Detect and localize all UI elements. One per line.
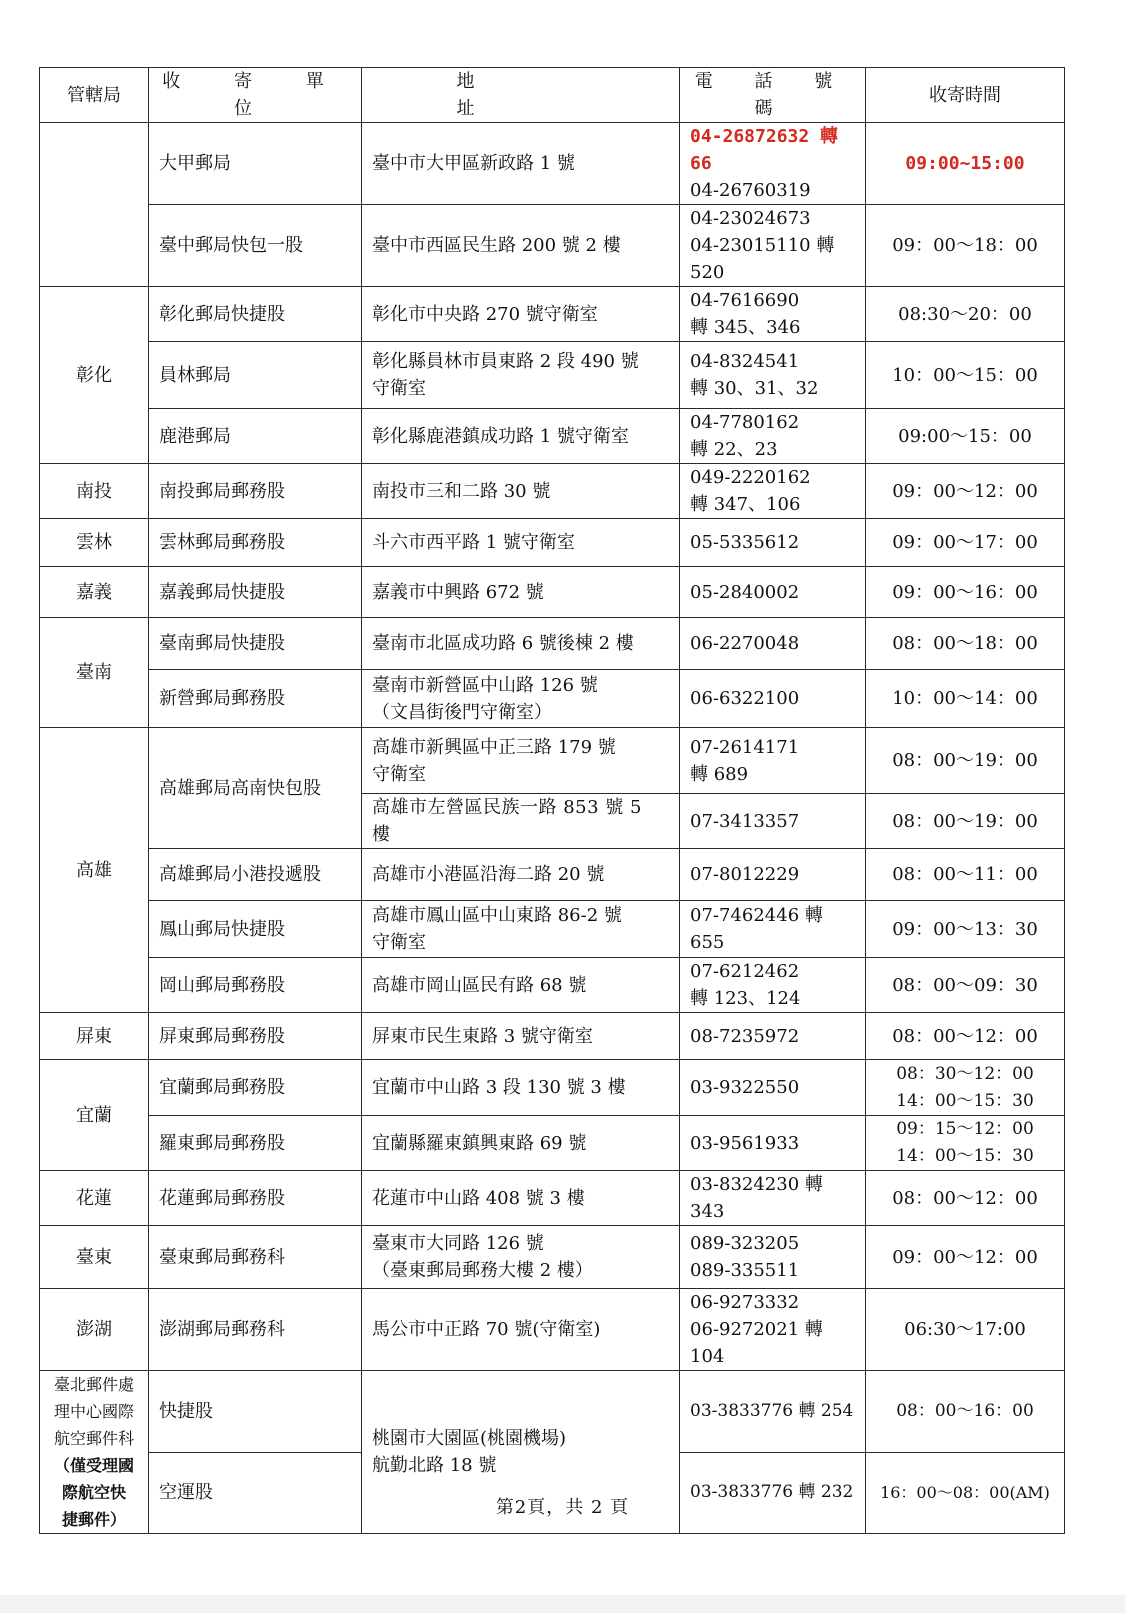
region-cell: 高雄 xyxy=(40,728,149,1013)
table-row xyxy=(40,409,1065,464)
phone-cell: 06-6322100 xyxy=(680,670,866,728)
unit-cell: 高雄郵局高南快包股 xyxy=(149,728,362,849)
phone-cell: 07-2614171 轉 689 xyxy=(680,728,866,794)
page-footer: 第2頁，共 2 頁 xyxy=(495,1497,630,1518)
header-phone: 電 話 號 碼 xyxy=(680,68,866,123)
address-cell: 斗六市西平路 1 號守衛室 xyxy=(362,519,680,567)
region-cell: 彰化 xyxy=(40,287,149,464)
phone-cell: 07-6212462 轉 123、124 xyxy=(680,958,866,1013)
table-row xyxy=(40,1060,1065,1116)
address-cell: 臺中市西區民生路 200 號 2 樓 xyxy=(362,205,680,287)
header-hours: 收寄時間 xyxy=(866,68,1065,123)
table-row xyxy=(40,1226,1065,1289)
table-row xyxy=(40,123,1065,205)
hours-cell: 06:30～17:00 xyxy=(866,1289,1065,1371)
unit-cell: 雲林郵局郵務股 xyxy=(149,519,362,567)
hours-cell: 16：00～08：00(AM) xyxy=(866,1452,1065,1534)
header-bureau: 管轄局 xyxy=(40,68,149,123)
unit-cell: 花蓮郵局郵務股 xyxy=(149,1171,362,1226)
phone-cell: 04-26872632 轉 66 04-26760319 xyxy=(680,123,866,205)
table-row xyxy=(40,464,1065,519)
table-row xyxy=(40,1289,1065,1371)
unit-cell: 宜蘭郵局郵務股 xyxy=(149,1060,362,1116)
table-row xyxy=(40,618,1065,670)
address-cell: 南投市三和二路 30 號 xyxy=(362,464,680,519)
table-row xyxy=(40,1371,1065,1453)
hours-cell: 09：00～13：30 xyxy=(866,901,1065,958)
hours-cell: 09：00～18：00 xyxy=(866,205,1065,287)
phone-highlight: 04-26872632 轉 66 xyxy=(690,126,839,174)
table-row xyxy=(40,728,1065,794)
phone-cell: 03-3833776 轉 232 xyxy=(680,1452,866,1534)
unit-cell: 鹿港郵局 xyxy=(149,409,362,464)
hours-cell: 08：00～12：00 xyxy=(866,1171,1065,1226)
table-row xyxy=(40,1116,1065,1171)
unit-cell: 岡山郵局郵務股 xyxy=(149,958,362,1013)
hours-cell: 08：00～12：00 xyxy=(866,1013,1065,1060)
intl-note: （僅受理國 xyxy=(53,1456,134,1475)
table-row xyxy=(40,519,1065,567)
table-row xyxy=(40,901,1065,958)
phone-cell: 049-2220162 轉 347、106 xyxy=(680,464,866,519)
phone-cell: 04-23024673 04-23015110 轉 520 xyxy=(680,205,866,287)
unit-cell: 羅東郵局郵務股 xyxy=(149,1116,362,1171)
hours-cell: 09：00～12：00 xyxy=(866,1226,1065,1289)
header-unit: 收 寄 單 位 xyxy=(149,68,362,123)
phone-cell: 08-7235972 xyxy=(680,1013,866,1060)
address-cell: 高雄市岡山區民有路 68 號 xyxy=(362,958,680,1013)
unit-cell: 鳳山郵局快捷股 xyxy=(149,901,362,958)
table-row xyxy=(40,287,1065,342)
unit-cell: 臺東郵局郵務科 xyxy=(149,1226,362,1289)
address-cell: 彰化縣鹿港鎮成功路 1 號守衛室 xyxy=(362,409,680,464)
unit-cell: 快捷股 xyxy=(149,1371,362,1453)
region-cell: 南投 xyxy=(40,464,149,519)
unit-cell: 新營郵局郵務股 xyxy=(149,670,362,728)
unit-cell: 臺中郵局快包一股 xyxy=(149,205,362,287)
hours-cell: 09:00～15：00 xyxy=(866,409,1065,464)
phone-cell: 05-2840002 xyxy=(680,567,866,618)
hours-cell: 09:00~15:00 xyxy=(866,123,1065,205)
table-row xyxy=(40,1171,1065,1226)
phone-cell: 04-7616690 轉 345、346 xyxy=(680,287,866,342)
hours-cell: 10：00～14：00 xyxy=(866,670,1065,728)
region-cell: 宜蘭 xyxy=(40,1060,149,1171)
address-cell: 臺東市大同路 126 號 （臺東郵局郵務大樓 2 樓） xyxy=(362,1226,680,1289)
unit-cell: 空運股 xyxy=(149,1452,362,1534)
address-cell: 彰化市中央路 270 號守衛室 xyxy=(362,287,680,342)
hours-cell: 08：30～12：00 14：00～15：30 xyxy=(866,1060,1065,1116)
region-cell: 屏東 xyxy=(40,1013,149,1060)
phone-cell: 04-7780162 轉 22、23 xyxy=(680,409,866,464)
phone-cell: 03-9322550 xyxy=(680,1060,866,1116)
address-cell: 臺南市新營區中山路 126 號 （文昌街後門守衛室） xyxy=(362,670,680,728)
hours-cell: 09：15～12：00 14：00～15：30 xyxy=(866,1116,1065,1171)
hours-cell: 08：00～19：00 xyxy=(866,794,1065,849)
hours-cell: 09：00～12：00 xyxy=(866,464,1065,519)
address-cell: 嘉義市中興路 672 號 xyxy=(362,567,680,618)
unit-cell: 員林郵局 xyxy=(149,342,362,409)
region-cell: 嘉義 xyxy=(40,567,149,618)
region-cell: 花蓮 xyxy=(40,1171,149,1226)
phone-cell: 06-2270048 xyxy=(680,618,866,670)
table-row xyxy=(40,670,1065,728)
unit-cell: 澎湖郵局郵務科 xyxy=(149,1289,362,1371)
address-cell: 桃園市大園區(桃園機場) 航勤北路 18 號 xyxy=(362,1371,680,1534)
phone-cell: 03-8324230 轉 343 xyxy=(680,1171,866,1226)
region-cell-blank xyxy=(40,123,149,287)
region-cell: 臺東 xyxy=(40,1226,149,1289)
address-cell: 彰化縣員林市員東路 2 段 490 號 守衛室 xyxy=(362,342,680,409)
header-row xyxy=(40,68,1065,123)
phone-cell: 07-7462446 轉 655 xyxy=(680,901,866,958)
hours-cell: 08：00～09：30 xyxy=(866,958,1065,1013)
bottom-strip xyxy=(0,1595,1125,1613)
hours-cell: 08：00～16：00 xyxy=(866,1371,1065,1453)
table-row xyxy=(40,205,1065,287)
region-cell: 澎湖 xyxy=(40,1289,149,1371)
unit-cell: 彰化郵局快捷股 xyxy=(149,287,362,342)
phone-cell: 07-8012229 xyxy=(680,849,866,901)
hours-cell: 09：00～16：00 xyxy=(866,567,1065,618)
phone-cell: 07-3413357 xyxy=(680,794,866,849)
address-cell: 高雄市鳳山區中山東路 86-2 號 守衛室 xyxy=(362,901,680,958)
address-cell: 馬公市中正路 70 號(守衛室) xyxy=(362,1289,680,1371)
hours-cell: 08：00～19：00 xyxy=(866,728,1065,794)
region-cell: 雲林 xyxy=(40,519,149,567)
address-cell: 高雄市小港區沿海二路 20 號 xyxy=(362,849,680,901)
unit-cell: 臺南郵局快捷股 xyxy=(149,618,362,670)
phone-cell: 04-8324541 轉 30、31、32 xyxy=(680,342,866,409)
hours-cell: 10：00～15：00 xyxy=(866,342,1065,409)
address-cell: 宜蘭市中山路 3 段 130 號 3 樓 xyxy=(362,1060,680,1116)
hours-cell: 08：00～11：00 xyxy=(866,849,1065,901)
unit-cell: 高雄郵局小港投遞股 xyxy=(149,849,362,901)
table-row xyxy=(40,1013,1065,1060)
unit-cell: 屏東郵局郵務股 xyxy=(149,1013,362,1060)
unit-cell: 嘉義郵局快捷股 xyxy=(149,567,362,618)
phone-cell: 03-3833776 轉 254 xyxy=(680,1371,866,1453)
phone-cell: 06-9273332 06-9272021 轉 104 xyxy=(680,1289,866,1371)
address-cell: 臺南市北區成功路 6 號後棟 2 樓 xyxy=(362,618,680,670)
address-cell: 花蓮市中山路 408 號 3 樓 xyxy=(362,1171,680,1226)
address-cell: 高雄市左營區民族一路 853 號 5 樓 xyxy=(362,794,680,849)
region-cell-intl: 臺北郵件處 理中心國際 航空郵件科 （僅受理國 際航空快 捷郵件） xyxy=(40,1371,149,1534)
hours-cell: 08:30～20：00 xyxy=(866,287,1065,342)
hours-cell: 09：00～17：00 xyxy=(866,519,1065,567)
hours-cell: 08：00～18：00 xyxy=(866,618,1065,670)
table-row xyxy=(40,958,1065,1013)
header-address: 地 址 xyxy=(362,68,680,123)
table-row xyxy=(40,567,1065,618)
post-office-table xyxy=(39,67,1065,1534)
region-cell: 臺南 xyxy=(40,618,149,728)
phone-cell: 089-323205 089-335511 xyxy=(680,1226,866,1289)
table-row xyxy=(40,342,1065,409)
address-cell: 屏東市民生東路 3 號守衛室 xyxy=(362,1013,680,1060)
unit-cell: 大甲郵局 xyxy=(149,123,362,205)
address-cell: 臺中市大甲區新政路 1 號 xyxy=(362,123,680,205)
unit-cell: 南投郵局郵務股 xyxy=(149,464,362,519)
phone-cell: 03-9561933 xyxy=(680,1116,866,1171)
address-cell: 高雄市新興區中正三路 179 號 守衛室 xyxy=(362,728,680,794)
phone-cell: 05-5335612 xyxy=(680,519,866,567)
address-cell: 宜蘭縣羅東鎮興東路 69 號 xyxy=(362,1116,680,1171)
table-row xyxy=(40,849,1065,901)
